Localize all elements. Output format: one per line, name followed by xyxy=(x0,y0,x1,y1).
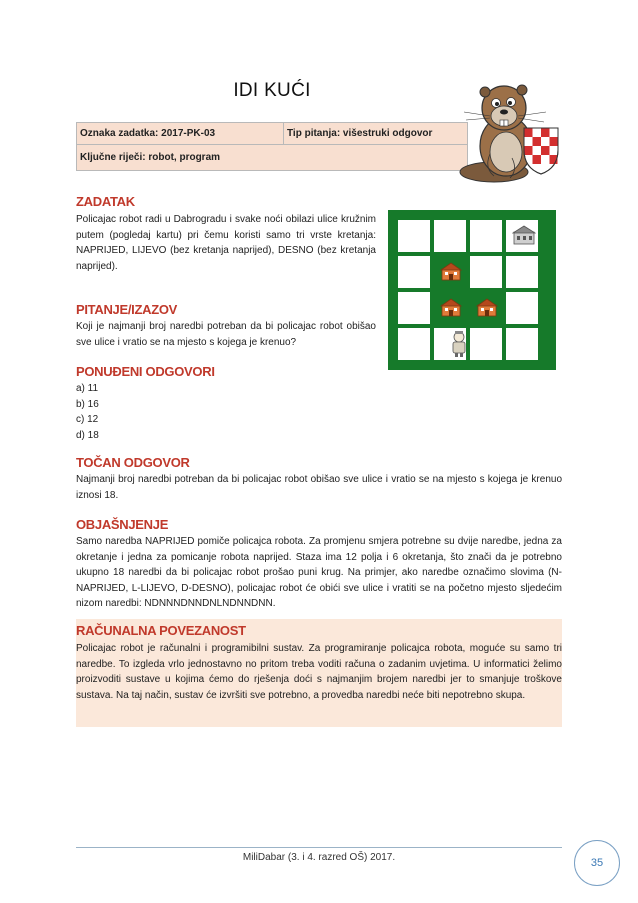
pitanje-text: Koji je najmanji broj naredbi potreban da bi policajac robot obišao sve ulice i vratio se na mjesto s kojega je krenuo? xyxy=(76,321,376,348)
zadatak-heading: ZADATAK xyxy=(76,194,135,209)
house-icon xyxy=(440,296,462,318)
page-title: IDI KUĆI xyxy=(233,80,311,101)
police-station-icon xyxy=(512,224,536,246)
map-cell xyxy=(470,220,502,252)
answer-b: b) 16 xyxy=(76,398,99,410)
tocan-text: Najmanji broj naredbi potreban da bi policajac robot obišao sve ulice i vratio se na mjesto s kojega je krenuo iznosi 18. xyxy=(76,474,562,501)
answer-a: a) 11 xyxy=(76,383,99,394)
map-cell xyxy=(398,220,430,252)
objasnjenje-heading: OBJAŠNJENJE xyxy=(76,517,169,532)
map-cell xyxy=(470,328,502,360)
question-type: Tip pitanja: višestruki odgovor xyxy=(284,123,468,145)
keywords: Ključne riječi: robot, program xyxy=(77,145,468,171)
footer-text: MiliDabar (3. i 4. razred OŠ) 2017. xyxy=(242,852,396,863)
map-cell xyxy=(470,256,502,288)
city-map xyxy=(388,210,556,370)
answer-list xyxy=(76,381,99,443)
task-code: Oznaka zadatka: 2017-PK-03 xyxy=(77,123,284,145)
map-cell xyxy=(398,256,430,288)
map-cell xyxy=(506,328,538,360)
answer-c: c) 12 xyxy=(76,414,99,425)
robot-icon xyxy=(448,330,470,358)
task-info-table xyxy=(76,122,468,171)
objasnjenje-text: Samo naredba NAPRIJED pomiče policajca robota. Za promjenu smjera potrebne su dvije naredbe, jedna za okretanje i jedna za pomicanje robota naprijed. Staza ima 12 polja i 6 okretanja, što znači da je potrebno ukupno 18 naredbi da bi policajac robot prošao puni krug. Na primjer, ako naredbe označimo slovima (N-NAPRIJED, L-LIJEVO, D-DESNO), policajac robot će obići sve ulice i vratiti se na početno mjesto sljedećim nizom naredbi: NDNNNDNNDNLNDNNDNN. xyxy=(76,536,562,609)
house-icon xyxy=(440,260,462,282)
ponudeni-heading: PONUĐENI ODGOVORI xyxy=(76,364,215,379)
racunalna-text: Policajac robot je računalni i programibilni sustav. Za programiranje policajca robota, moguće su samo tri naredbe. To izgleda vrlo jednostavno no pritom treba voditi računa o zadanim uvjetima. U informatici želimo proizvoditi sustave u kojima ćemo do rješenja doći s najmanjim brojem naredbi jer to smanjuje troškove sustava. Na taj način, sustav će izvršiti sve potrebno, a provedba naredbi neće biti nepotrebno skupa. xyxy=(76,643,562,701)
page-number: 35 xyxy=(574,840,620,886)
map-cell xyxy=(398,292,430,324)
map-cell xyxy=(398,328,430,360)
map-cell xyxy=(506,292,538,324)
map-cell xyxy=(434,220,466,252)
beaver-mascot-icon xyxy=(454,76,564,188)
map-cell xyxy=(506,256,538,288)
zadatak-text: Policajac robot radi u Dabrogradu i svake noći obilazi ulice kružnim putem (pogledaj kartu) pri čemu koristi samo tri vrste kretanja: NAPRIJED, LIJEVO (bez kretanja naprijed), DESNO (bez kretanja naprijed). xyxy=(76,214,376,272)
footer-divider xyxy=(76,847,562,848)
answer-d: d) 18 xyxy=(76,429,99,441)
pitanje-heading: PITANJE/IZAZOV xyxy=(76,302,178,317)
house-icon xyxy=(476,296,498,318)
tocan-heading: TOČAN ODGOVOR xyxy=(76,455,190,470)
racunalna-heading: RAČUNALNA POVEZANOST xyxy=(76,623,246,638)
